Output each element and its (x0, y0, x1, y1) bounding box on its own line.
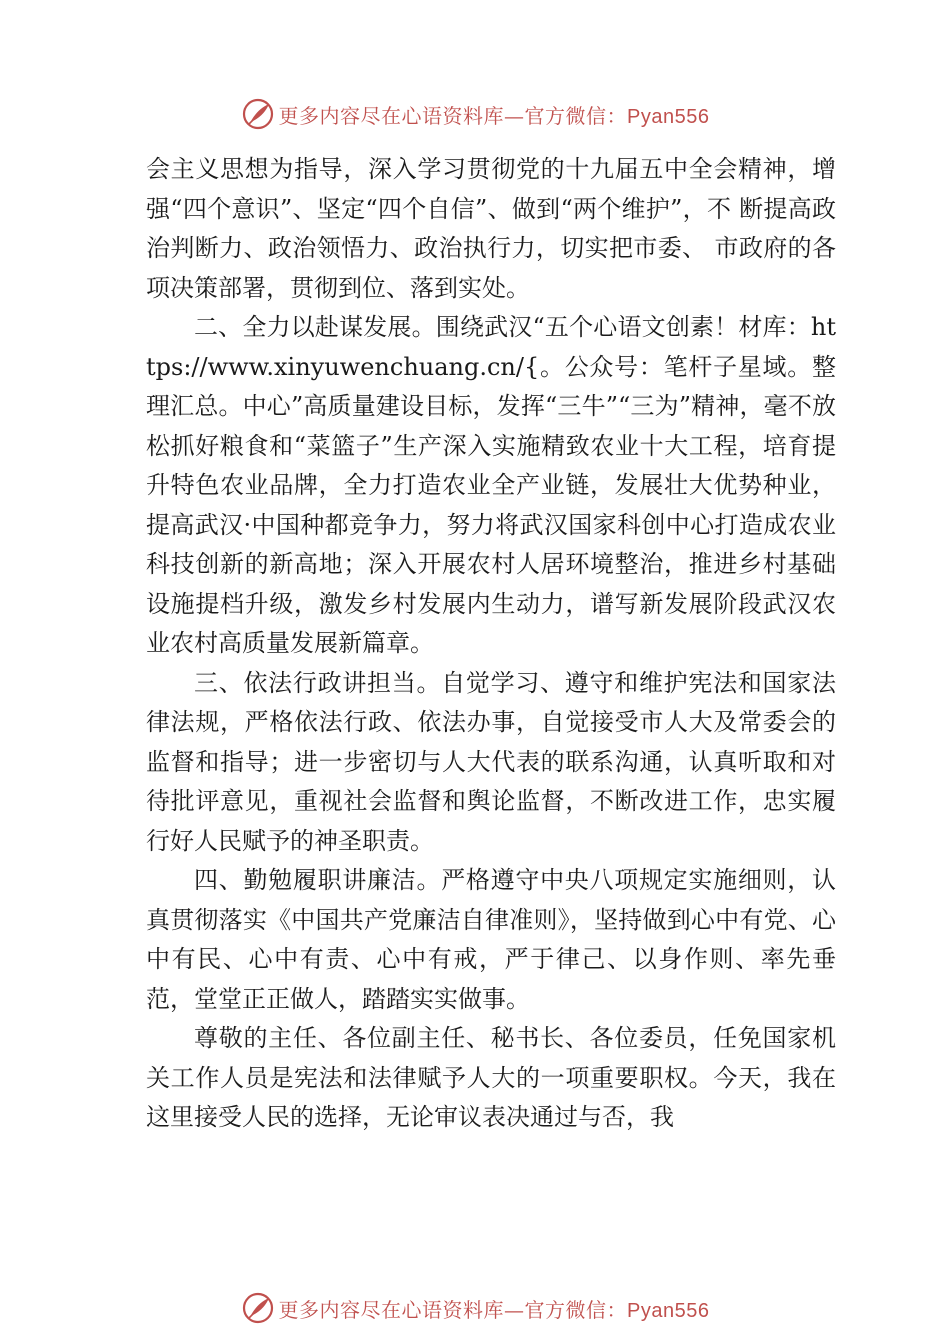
paragraph: 二、全力以赴谋发展。围绕武汉“五个心语文创素！材库：https://www.xinyuwenchuang.cn/{。公众号：笔杆子星域。整理汇总。中心”高质量建设目标，发挥“三牛”“三为”精神，毫不放松抓好粮食和“菜篮子”生产深入实施精致农业十大工程，培育提升特色农业品牌，全力打造农业全产业链，发展壮大优势种业，提高武汉·中国种都竞争力，努力将武汉国家科创中心打造成农业科技创新的新高地；深入开展农村人居环境整治，推进乡村基础设施提档升级，激发乡村发展内生动力，谱写新发展阶段武汉农业农村高质量发展新篇章。 (146, 313, 836, 657)
banner-text: 更多内容尽在心语资料库—官方微信：Pyan556 (278, 1297, 710, 1322)
wechat-handle: Pyan556 (627, 105, 710, 128)
footer-banner (0, 1288, 950, 1328)
paragraph: 会主义思想为指导，深入学习贯彻党的十九届五中全会精神，增强“四个意识”、坚定“四个自信”、做到“两个维护”，不 断提高政治判断力、政治领悟力、政治执行力，切实把市委、 市政府的各项决策部署，贯彻到位、落到实处。 (146, 155, 836, 302)
paragraph: 三、依法行政讲担当。自觉学习、遵守和维护宪法和国家法律法规，严格依法行政、依法办事，自觉接受市人大及常委会的监督和指导；进一步密切与人大代表的联系沟通，认真听取和对待批评意见，重视社会监督和舆论监督，不断改进工作，忠实履行好人民赋予的神圣职责。 (146, 668, 836, 855)
header-banner (0, 94, 950, 134)
paragraph: 尊敬的主任、各位副主任、秘书长、各位委员，任免国家机关工作人员是宪法和法律赋予人大的一项重要职权。今天，我在这里接受人民的选择，无论审议表决通过与否，我 (146, 1024, 836, 1131)
paragraph: 四、勤勉履职讲廉洁。严格遵守中央八项规定实施细则，认真贯彻落实《中国共产党廉洁自律准则》，坚持做到心中有党、心中有民、心中有责、心中有戒，严于律己、以身作则、率先垂范，堂堂正正做人，踏踏实实做事。 (146, 866, 836, 1013)
wechat-handle: Pyan556 (627, 1299, 710, 1322)
feather-quill-logo-icon (241, 97, 275, 131)
banner-text: 更多内容尽在心语资料库—官方微信：Pyan556 (278, 103, 710, 128)
document-body (146, 150, 836, 1138)
feather-quill-logo-icon (241, 1291, 275, 1325)
